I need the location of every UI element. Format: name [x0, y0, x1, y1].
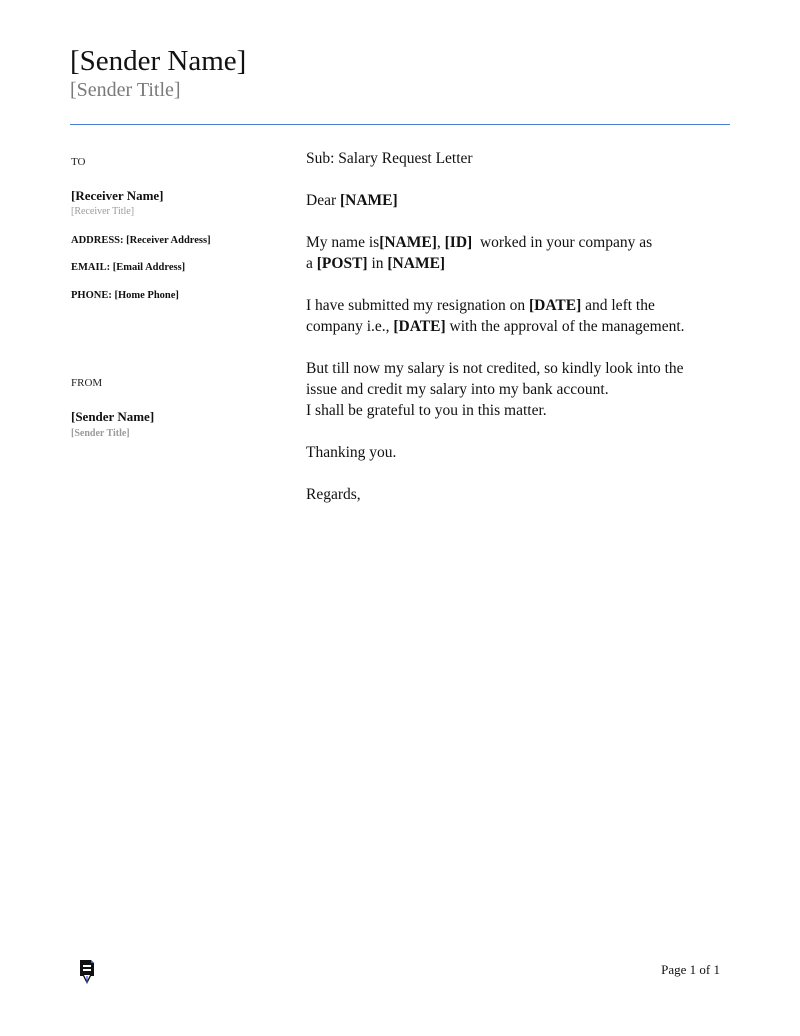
header-divider — [70, 124, 730, 125]
to-label: TO — [71, 156, 86, 168]
placeholder-date: [DATE] — [529, 297, 582, 314]
from-sender-name: [Sender Name] — [71, 409, 155, 424]
receiver-title: [Receiver Title] — [71, 206, 135, 217]
text-line: I shall be grateful to you in this matter. — [306, 402, 547, 419]
salutation-name: [NAME] — [340, 192, 398, 209]
closing-regards: Regards, — [306, 486, 361, 503]
receiver-name: [Receiver Name] — [71, 188, 164, 203]
receiver-phone: PHONE: [Home Phone] — [71, 290, 179, 301]
text: and left the — [581, 297, 655, 314]
paragraph-intro — [306, 232, 652, 274]
salutation — [306, 190, 398, 211]
paragraph-resignation — [306, 295, 685, 337]
paragraph-salary — [306, 358, 684, 421]
text: worked in your company as — [472, 234, 653, 251]
closing-thanks: Thanking you. — [306, 444, 397, 461]
receiver-email: EMAIL: [Email Address] — [71, 262, 186, 273]
placeholder-name: [NAME] — [379, 234, 437, 251]
from-label: FROM — [71, 377, 103, 389]
from-sender-title: [Sender Title] — [71, 428, 130, 439]
placeholder-id: [ID] — [444, 234, 473, 251]
text-line: But till now my salary is not credited, so kindly look into the — [306, 360, 684, 377]
header-sender-name: [Sender Name] — [70, 45, 247, 77]
pen-document-icon — [78, 958, 98, 986]
text: with the approval of the management. — [445, 318, 685, 335]
text: a — [306, 255, 317, 272]
receiver-address: ADDRESS: [Receiver Address] — [71, 235, 211, 246]
page-number: Page 1 of 1 — [661, 962, 720, 977]
text-line: issue and credit my salary into my bank account. — [306, 381, 609, 398]
letter-header — [70, 44, 246, 102]
text: company i.e., — [306, 318, 394, 335]
text: , — [436, 234, 445, 251]
placeholder-company: [NAME] — [387, 255, 446, 272]
subject-line: Sub: Salary Request Letter — [306, 150, 473, 167]
text: I have submitted my resignation on — [306, 297, 529, 314]
salutation-prefix: Dear — [306, 192, 340, 209]
placeholder-post: [POST] — [316, 255, 368, 272]
text: My name is — [306, 234, 380, 251]
header-sender-title: [Sender Title] — [70, 79, 181, 101]
placeholder-date: [DATE] — [393, 318, 446, 335]
text: in — [367, 255, 388, 272]
